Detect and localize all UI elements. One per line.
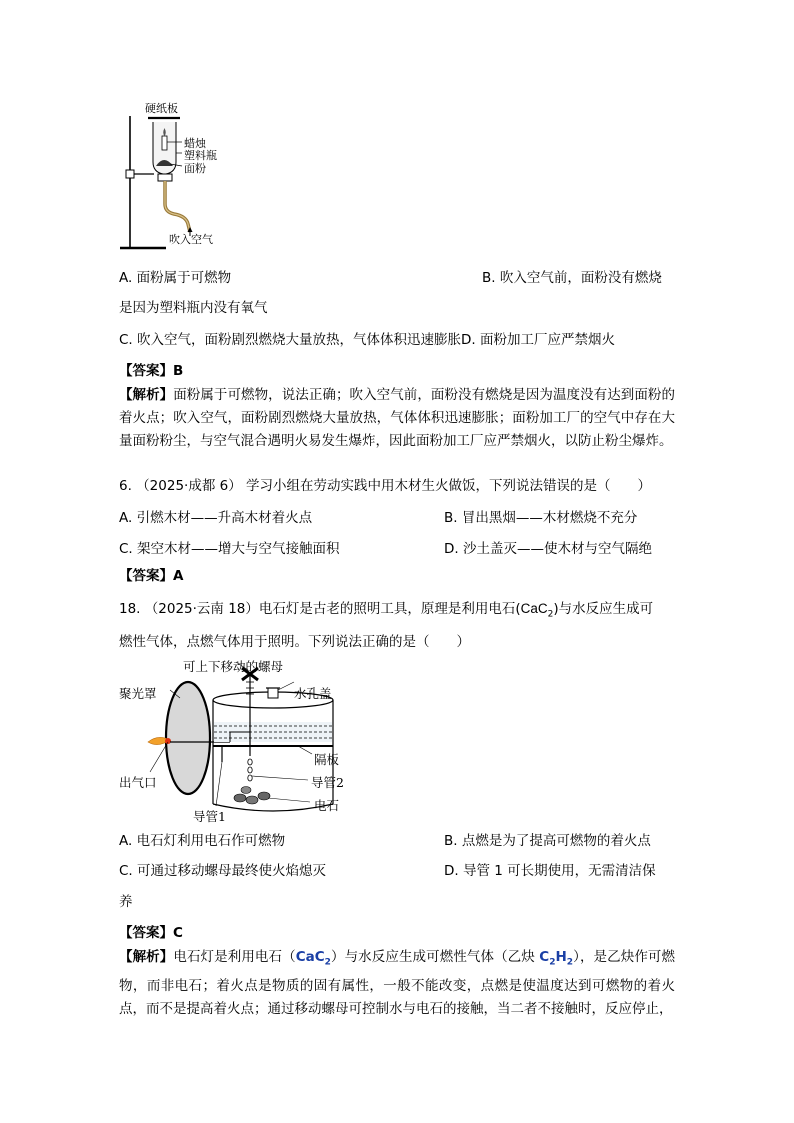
q18-option-a: A. 电石灯利用电石作可燃物 (119, 833, 286, 849)
answer-tag: 【答案】 (119, 568, 173, 584)
q5-option-d: D. 面粉加工厂应严禁烟火 (461, 332, 615, 348)
q5-option-b-continued: 是因为塑料瓶内没有氧气 (119, 300, 268, 316)
formula-h-sub: 2 (566, 957, 574, 968)
answer-tag: 【答案】 (119, 363, 173, 379)
q18-formula: CaC (520, 601, 548, 616)
analysis-tag: 【解析】 (119, 387, 174, 403)
q18-answer (119, 923, 183, 943)
q18-option-b: B. 点燃是为了提高可燃物的着火点 (444, 833, 651, 849)
label-pipe-1: 导管1 (193, 809, 226, 824)
label-partition: 隔板 (314, 752, 340, 767)
answer-value: C (173, 925, 183, 941)
q18-stem-line2: 燃性气体，点燃气体用于照明。下列说法正确的是（ ） (119, 634, 470, 650)
q5-answer (119, 361, 183, 381)
label-plastic-bottle: 塑料瓶 (184, 149, 217, 162)
q6-option-c: C. 架空木材——增大与空气接触面积 (119, 541, 340, 557)
analysis-text-part1: 电石灯是利用电石（ (173, 949, 296, 965)
label-gas-outlet: 出气口 (119, 775, 157, 790)
label-cardboard: 硬纸板 (145, 102, 178, 115)
label-pipe-2: 导管2 (311, 775, 344, 790)
q6-answer (119, 566, 183, 586)
q5-option-c (119, 330, 615, 350)
q18-stem-line1 (119, 599, 653, 625)
analysis-tag: 【解析】 (119, 949, 174, 965)
q5-option-a: A. 面粉属于可燃物 (119, 270, 232, 286)
formula-cac2-base: CaC (295, 949, 325, 965)
q18-analysis (119, 946, 675, 1021)
formula-c-sub: 2 (549, 957, 556, 968)
answer-value: A (173, 568, 184, 584)
formula-c2h2 (539, 949, 574, 968)
analysis-text-part3: ），是乙炔作可燃物，而非电石；着火点是物质的固有属性，一般不能改变，点燃是使温度达到可燃物的着火点，而不是提高着火点；通过移动螺母可控制水与电石的接触，当二者不接触时，反应停止， (119, 949, 676, 1017)
answer-value: B (173, 363, 184, 379)
q18-stem-part2: )与水反应生成可 (553, 601, 654, 617)
formula-c: C (539, 949, 550, 965)
q18-stem-part1: 18. （2025·云南 18）电石灯是古老的照明工具，原理是利用电石( (119, 601, 521, 617)
analysis-text: 面粉属于可燃物，说法正确；吹入空气前，面粉没有燃烧是因为温度没有达到面粉的着火点；吹入空气，面粉剧烈燃烧大量放热，气体体积迅速膨胀；面粉加工厂的空气中存在大量面粉粉尘，与空气混合遇明火易发生爆炸，因此面粉加工厂应严禁烟火，以防止粉尘爆炸。 (119, 387, 675, 449)
q5-option-b: B. 吹入空气前，面粉没有燃烧 (482, 270, 662, 286)
q6-stem: 6. （2025·成都 6） 学习小组在劳动实践中用木材生火做饭，下列说法错误的是（ ） (119, 478, 651, 494)
q18-option-d-continued: 养 (119, 894, 133, 910)
formula-cac2-sub: 2 (324, 957, 331, 968)
label-calcium-carbide: 电石 (314, 798, 340, 813)
formula-h: H (555, 949, 567, 965)
answer-tag: 【答案】 (119, 925, 173, 941)
q18-option-d: D. 导管 1 可长期使用，无需清洁保 (444, 863, 656, 879)
formula-cac2 (295, 949, 331, 968)
q6-option-b: B. 冒出黑烟——木材燃烧不充分 (444, 510, 638, 526)
flour-explosion-apparatus-figure (118, 100, 228, 252)
label-flour: 面粉 (184, 162, 206, 175)
q6-option-d: D. 沙土盖灭——使木材与空气隔绝 (444, 541, 652, 557)
q18-option-c: C. 可通过移动螺母最终使火焰熄灭 (119, 863, 327, 879)
analysis-text-part2: ）与水反应生成可燃性气体（乙炔 (330, 949, 540, 965)
label-adjustable-nut: 可上下移动的螺母 (183, 659, 284, 674)
label-water-cap: 水孔盖 (294, 686, 332, 701)
q6-option-a: A. 引燃木材——升高木材着火点 (119, 510, 313, 526)
label-reflector: 聚光罩 (119, 686, 157, 701)
label-blow-air: 吹入空气 (169, 233, 213, 246)
label-candle: 蜡烛 (184, 137, 206, 150)
q5-option-c-text: C. 吹入空气，面粉剧烈燃烧大量放热，气体体积迅速膨胀 (119, 332, 462, 348)
q5-analysis (119, 384, 675, 453)
q18-formula-subscript: 2 (547, 609, 554, 620)
